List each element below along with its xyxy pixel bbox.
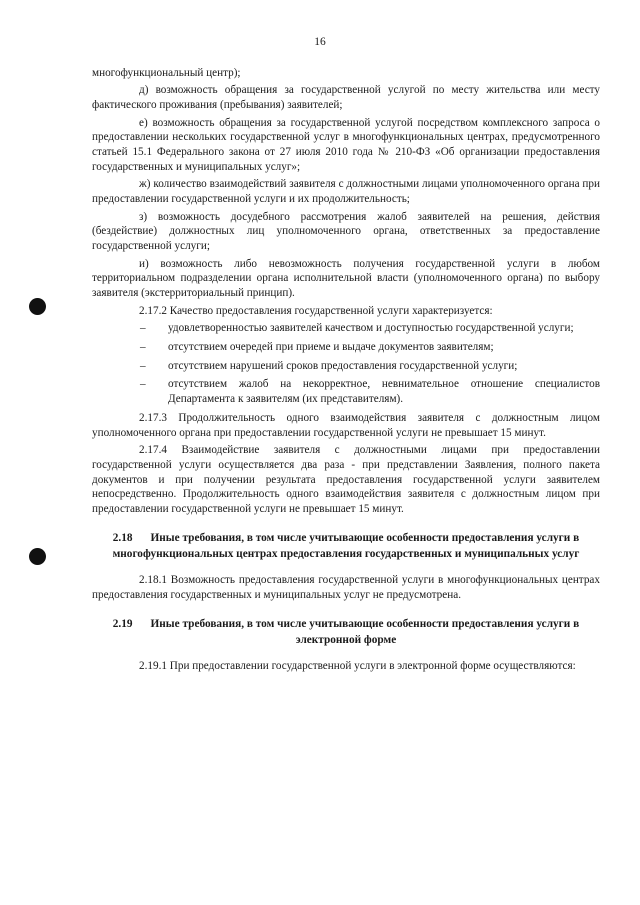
section-title: Иные требования, в том числе учитывающие особенности предоставления услуги в электронной форме bbox=[150, 617, 580, 646]
paragraph: 2.17.2 Качество предоставления государственной услуги характеризуется: bbox=[139, 304, 493, 317]
paragraph: з) возможность досудебного рассмотрения жалоб заявителей на решения, действия (бездействие) должностных лиц уполномоченного органа, ответственных за предоставление государственной услуги; bbox=[92, 210, 600, 253]
list-dash: – bbox=[140, 378, 146, 391]
list-item bbox=[92, 377, 600, 407]
list-dash: – bbox=[140, 340, 146, 353]
paragraph: 2.17.4 Взаимодействие заявителя с должностными лицами при предоставлении государственной услуги осуществляется два раза - при представлении Заявления, полного пакета документов и при получении результата предоставления государственной услуги заявителем непосредственно. Продолжительность одного взаимодействия заявителя с должностным лицом при предоставлении государственной услуги не превышает 15 минут. bbox=[92, 444, 600, 516]
paragraph: 2.17.3 Продолжительность одного взаимодействия заявителя с должностным лицом уполномоченного органа при предоставлении государственной услуги не превышает 15 минут. bbox=[92, 411, 600, 439]
list-item bbox=[92, 359, 600, 374]
paragraph: и) возможность либо невозможность получения государственной услуги в любом территориальном подразделении органа исполнительной власти (уполномоченного органа) по выбору заявителя (экстерриториальный принцип). bbox=[92, 257, 600, 300]
list-item bbox=[92, 340, 600, 355]
list-item bbox=[92, 321, 600, 336]
list-item-text: отсутствием нарушений сроков предоставления государственной услуги; bbox=[168, 359, 518, 372]
punch-hole-mark bbox=[29, 298, 46, 315]
document-body bbox=[92, 66, 600, 676]
section-number: 2.18 bbox=[112, 532, 133, 545]
paragraph: 2.18.1 Возможность предоставления государственной услуги в многофункциональных центрах предоставления государственных и муниципальных услуг не предусмотрена. bbox=[92, 574, 600, 601]
list-dash: – bbox=[140, 359, 146, 372]
paragraph: 2.19.1 При предоставлении государственной услуги в электронной форме осуществляются: bbox=[139, 659, 576, 672]
list-item-text: удовлетворенностью заявителей качеством и доступностью государственной услуги; bbox=[168, 321, 574, 334]
paragraph: многофункциональный центр); bbox=[92, 67, 241, 79]
punch-hole-mark bbox=[29, 548, 46, 565]
page-number: 16 bbox=[314, 36, 326, 48]
paragraph: д) возможность обращения за государственной услугой по месту жительства или месту фактического проживания (пребывания) заявителей; bbox=[92, 84, 600, 112]
list-dash: – bbox=[140, 321, 146, 334]
section-heading bbox=[100, 530, 592, 562]
paragraph: е) возможность обращения за государственной услугой посредством комплексного запроса о предоставлении нескольких государственной услуг в многофункциональных центрах, предусмотренного статьей 15.1 Федерального закона от 27 июля 2010 года № 210-ФЗ «Об организации предоставления государственных и муниципальных услуг»; bbox=[92, 116, 600, 173]
section-heading bbox=[100, 616, 592, 648]
section-number: 2.19 bbox=[112, 617, 133, 630]
section-title: Иные требования, в том числе учитывающие особенности предоставления услуги в многофункциональных центрах предоставления государственных и муниципальных услуг bbox=[112, 532, 580, 561]
list-item-text: отсутствием очередей при приеме и выдаче документов заявителям; bbox=[168, 340, 494, 353]
list-item-text: отсутствием жалоб на некорректное, невнимательное отношение специалистов Департамента к заявителям (их представителям). bbox=[168, 378, 600, 406]
paragraph: ж) количество взаимодействий заявителя с должностными лицами уполномоченного органа при предоставлении государственной услуги и их продолжительность; bbox=[92, 178, 600, 206]
